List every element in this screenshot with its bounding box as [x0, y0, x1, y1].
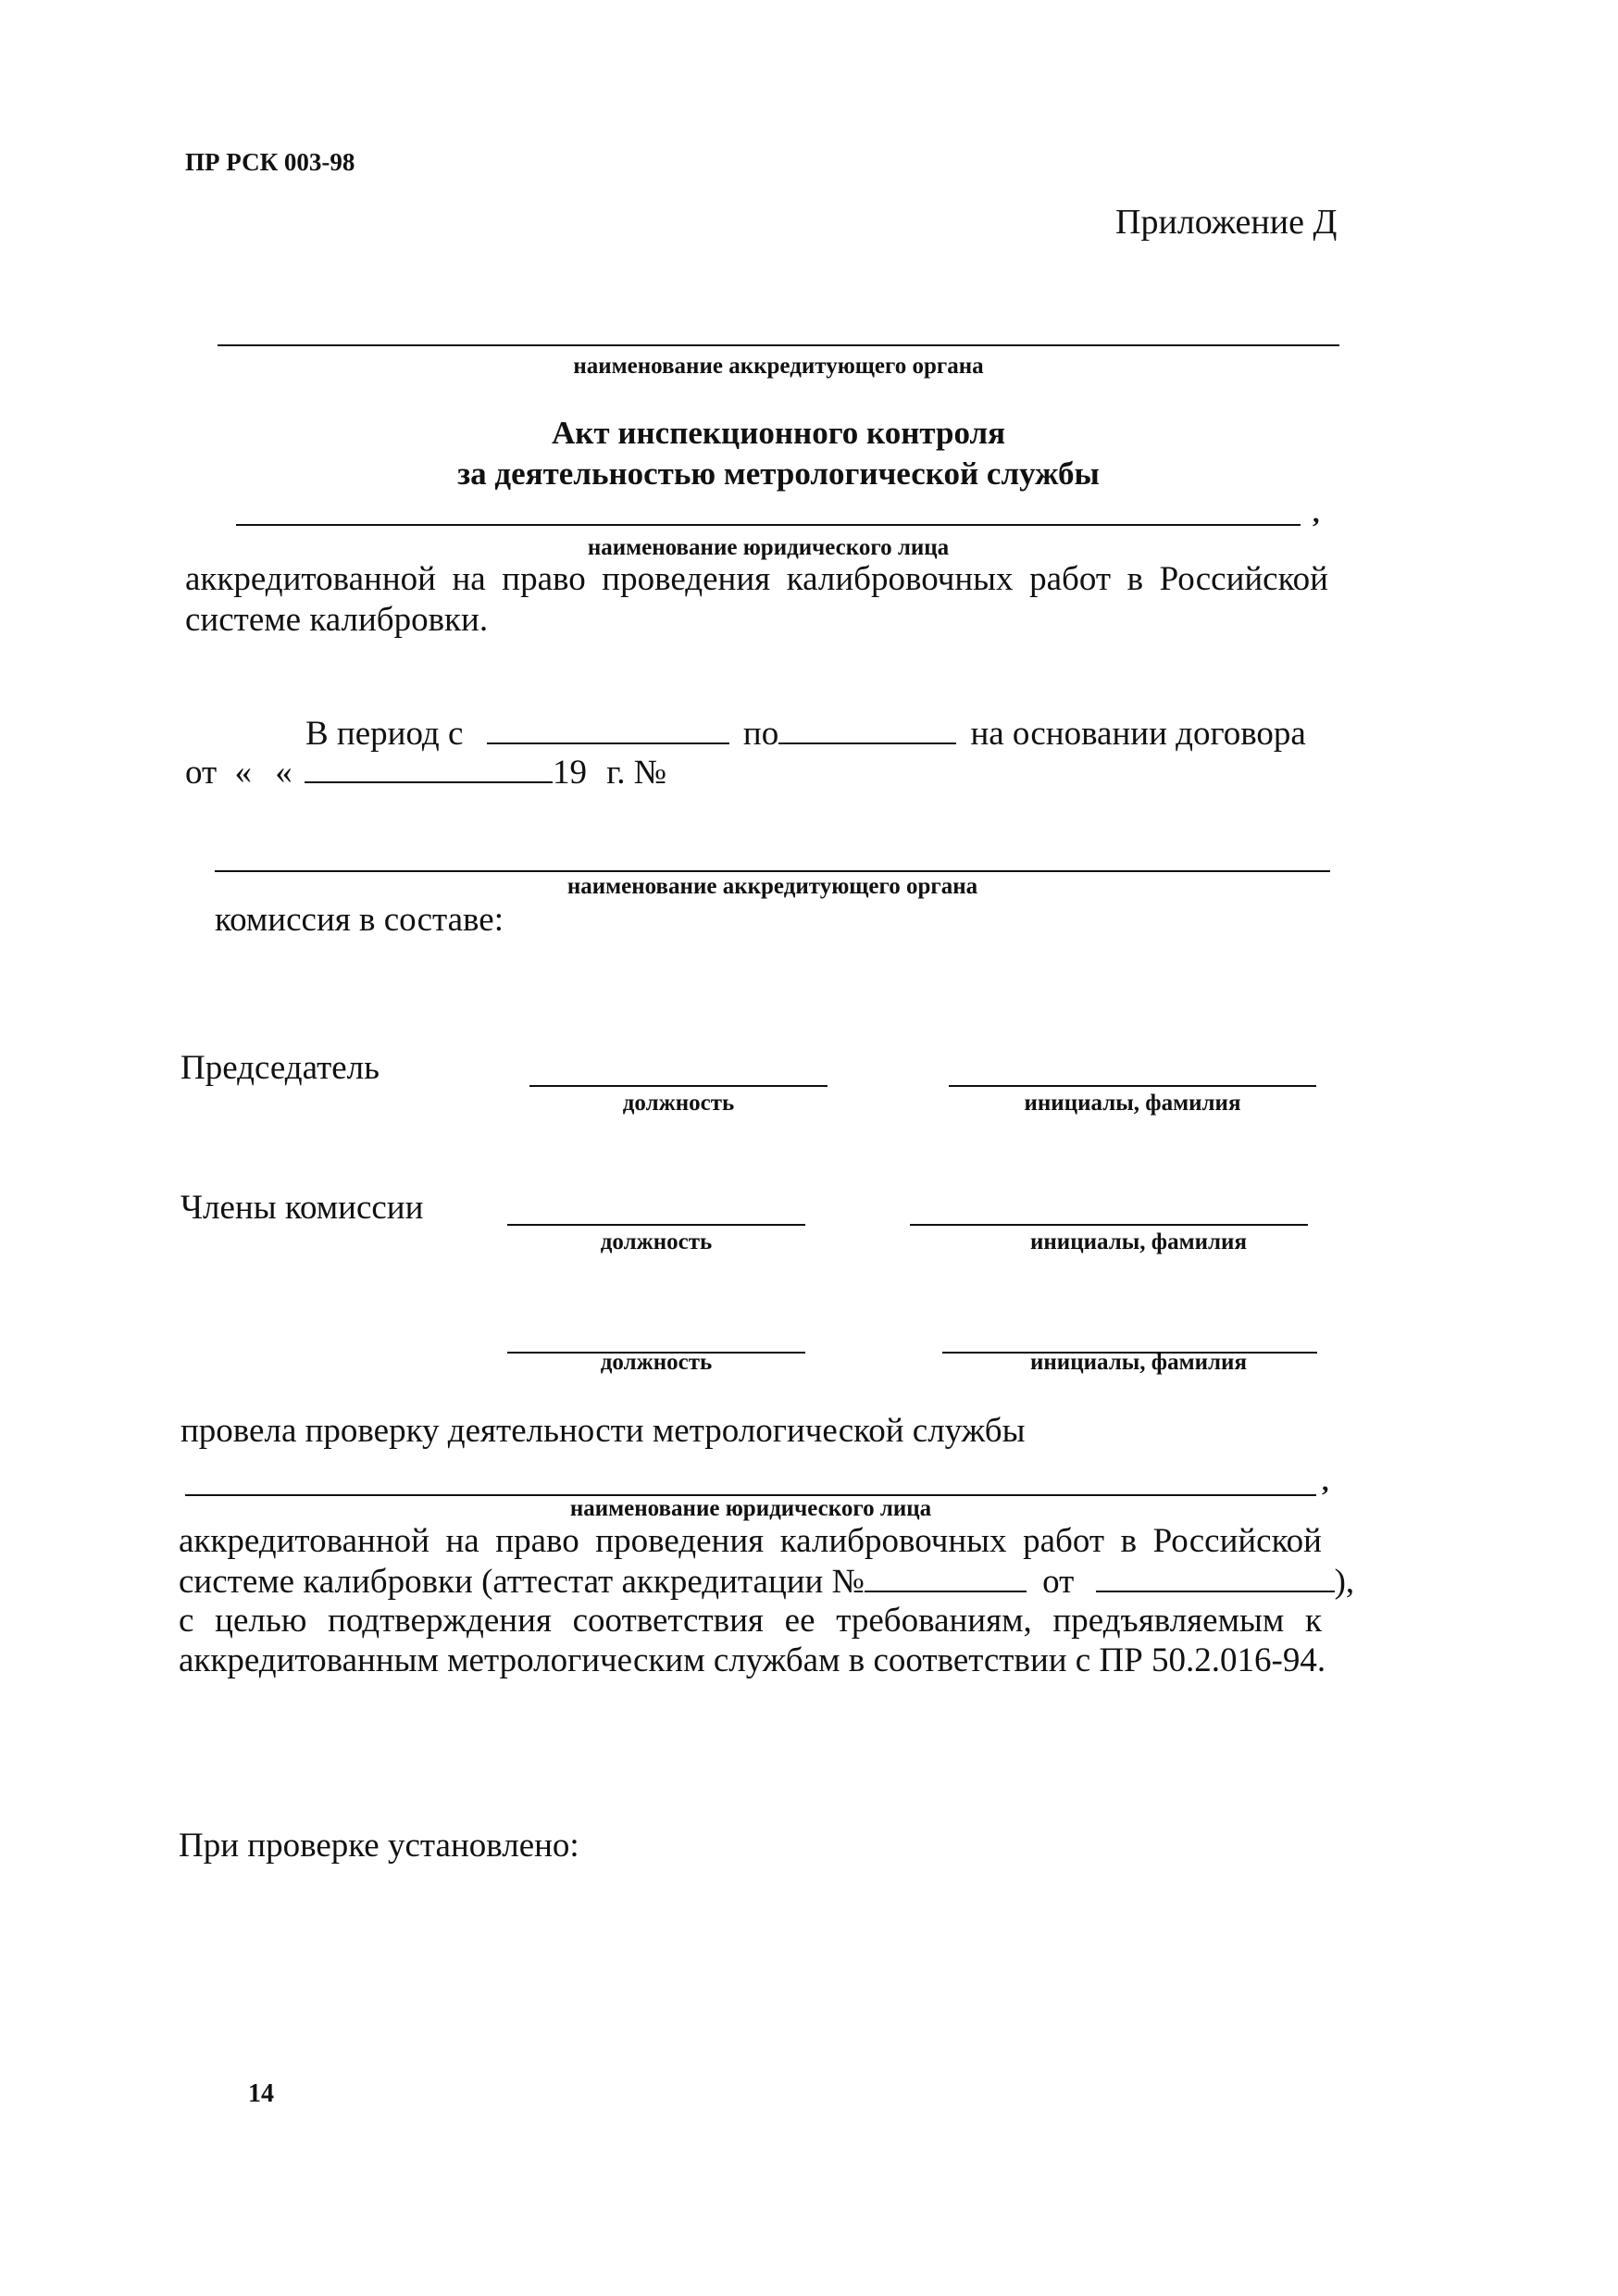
contract-from-label: от — [185, 754, 218, 792]
period-from-blank — [487, 713, 729, 744]
member1-position-blank — [507, 1224, 805, 1226]
document-code: ПР РСК 003-98 — [185, 148, 355, 176]
accreditation-text-1-line2: системе калибровки. — [185, 601, 489, 639]
quote-left-1: « — [234, 754, 252, 792]
appendix-label: Приложение Д — [1115, 203, 1338, 242]
members-label: Члены комиссии — [180, 1189, 424, 1227]
accrediting-body-blank-mid — [215, 870, 1330, 872]
accreditation-text-2-line1: аккредитованной на право проведения калибровочных работ в Российской — [179, 1522, 1322, 1560]
accrediting-body-caption-mid: наименование аккредитующего органа — [566, 874, 978, 899]
member2-name-caption: инициалы, фамилия — [1030, 1350, 1247, 1375]
accrediting-body-caption-top: наименование аккредитующего органа — [573, 354, 984, 379]
act-title-line2: за деятельностью метрологической службы — [457, 455, 1100, 492]
member1-name-blank — [910, 1224, 1308, 1226]
period-line — [305, 713, 1306, 755]
member2-position-caption: должность — [600, 1350, 713, 1375]
chairman-position-caption: должность — [622, 1091, 735, 1116]
contract-date-blank — [305, 752, 553, 783]
accreditation-text-2-line4: аккредитованным метрологическим службам в соответствии с ПР 50.2.016-94. — [179, 1641, 1326, 1679]
period-to-blank — [778, 713, 956, 744]
chairman-name-blank — [949, 1085, 1316, 1087]
certificate-number-blank — [865, 1561, 1027, 1592]
chairman-position-blank — [529, 1085, 828, 1087]
accreditation-text-2-line2 — [179, 1561, 1354, 1603]
certificate-from-label: от — [1042, 1563, 1075, 1601]
quote-left-2: « — [275, 754, 292, 792]
accreditation-text-2-line3: с целью подтверждения соответствия ее требованиям, предъявляемым к — [179, 1602, 1322, 1640]
legal-entity-caption-1: наименование юридического лица — [587, 535, 950, 560]
accreditation-text-1-line1: аккредитованной на право проведения калибровочных работ в Российской — [185, 560, 1328, 598]
legal-entity-blank-1 — [236, 524, 1301, 526]
member1-position-caption: должность — [600, 1229, 713, 1254]
period-prefix: В период с — [305, 715, 464, 753]
certificate-close: ), — [1334, 1563, 1355, 1601]
contract-year: 19 — [552, 754, 587, 792]
act-title-line1: Акт инспекционного контроля — [551, 415, 1006, 451]
page-number: 14 — [248, 2079, 274, 2108]
certificate-label: системе калибровки (аттестат аккредитации № — [179, 1563, 865, 1601]
accrediting-body-blank-top — [218, 344, 1339, 346]
contract-date-line — [185, 752, 666, 793]
inspection-statement: провела проверку деятельности метрологической службы — [180, 1412, 1026, 1450]
member1-name-caption: инициалы, фамилия — [1030, 1229, 1247, 1254]
legal-entity-caption-2: наименование юридического лица — [569, 1496, 932, 1521]
commission-label: комиссия в составе: — [215, 901, 504, 939]
legal-entity-comma-1: , — [1313, 498, 1320, 529]
findings-label: При проверке установлено: — [179, 1827, 579, 1865]
contract-number-label: г. № — [606, 754, 666, 792]
contract-basis-label: на основании договора — [970, 715, 1306, 753]
legal-entity-comma-2: , — [1322, 1466, 1329, 1497]
period-to-label: по — [742, 715, 779, 753]
chairman-name-caption: инициалы, фамилия — [1024, 1091, 1241, 1116]
certificate-date-blank — [1096, 1561, 1335, 1592]
chairman-label: Председатель — [180, 1049, 380, 1087]
